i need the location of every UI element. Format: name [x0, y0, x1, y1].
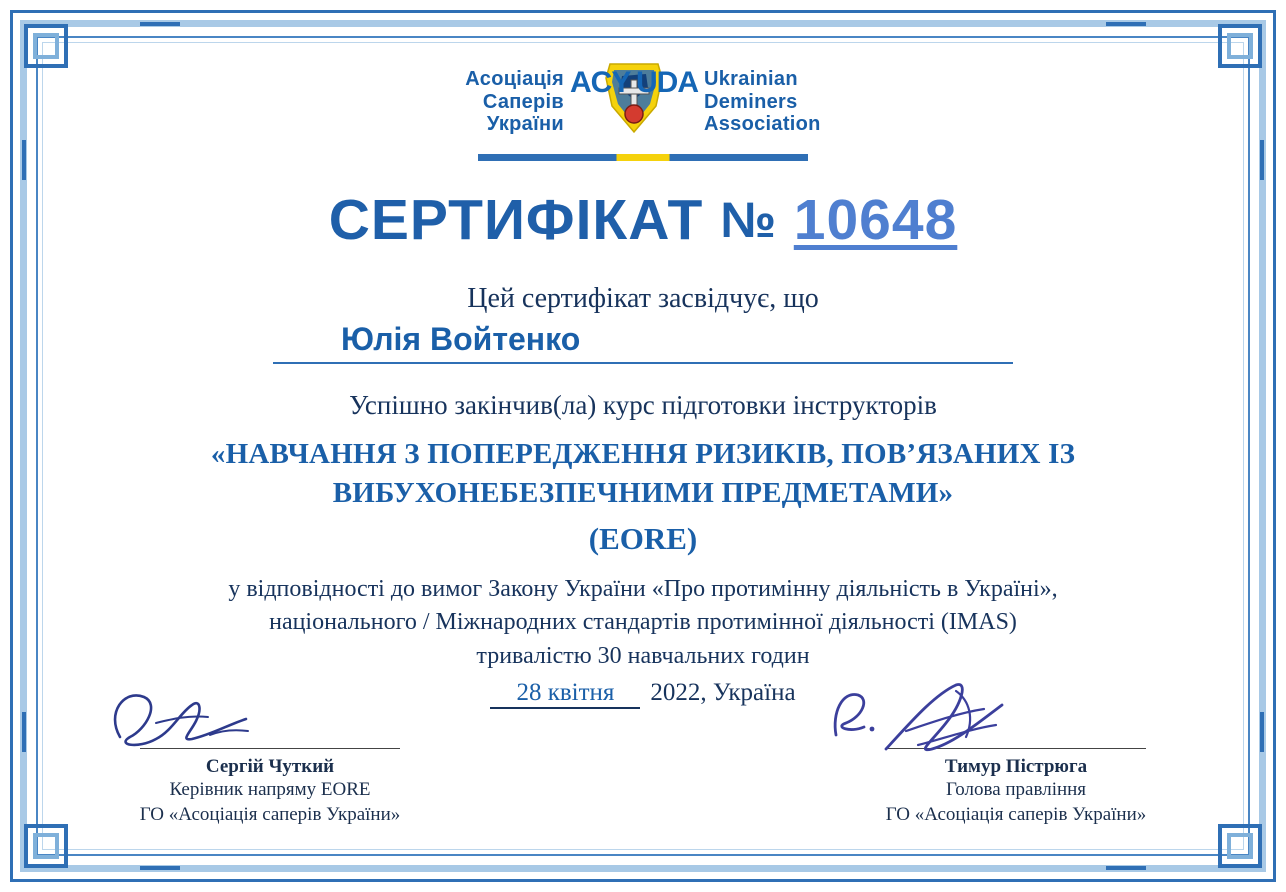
edge-ornament-right-bottom [1260, 712, 1264, 752]
recipient-name-field [273, 321, 1013, 364]
certificate-content [60, 52, 1226, 707]
logo-text-en-line-2: Deminers [704, 90, 798, 113]
course-intro-line: Успішно закінчив(ла) курс підготовки інструкторів [349, 390, 937, 420]
logo-underline-bar [478, 154, 808, 161]
logo-text-en-line-3: Association [704, 113, 821, 136]
law-reference-line-1: у відповідності до вимог Закону України «Про протимінну діяльність в Україні», [228, 576, 1058, 603]
logo-text-line-3: України [486, 113, 565, 136]
course-title-line-1: «НАВЧАННЯ З ПОПЕРЕДЖЕННЯ РИЗИКІВ, ПОВ’ЯЗАНИХ ІЗ [210, 438, 1076, 470]
signatory-org-right: ГО «Асоціація саперів України» [885, 803, 1147, 825]
signature-line-left [140, 690, 400, 749]
course-title-line-2: ВИБУХОНЕБЕЗПЕЧНИМИ ПРЕДМЕТАМИ» [332, 477, 954, 510]
attestation-line: Цей сертифікат засвідчує, що [467, 283, 819, 314]
emblem-acronym-right: UDA [636, 66, 699, 99]
course-title [60, 435, 1226, 513]
course-duration-line: тривалістю 30 навчальних годин [476, 642, 810, 669]
edge-ornament-right-top [1260, 140, 1264, 180]
signature-block-right [806, 690, 1226, 827]
signature-block-left [60, 690, 480, 827]
issue-date-day-month: 28 квітня [490, 679, 640, 709]
signatory-role-left-line-1: Керівник напряму EORE [169, 779, 371, 800]
title-word: СЕРТИФІКАТ [328, 188, 704, 252]
signatory-name-left: Сергій Чуткий [205, 756, 335, 777]
signatory-role-right-line-1: Голова правління [945, 779, 1087, 800]
logo-text-line-2: Саперів [482, 90, 565, 113]
signature-line-right [886, 690, 1146, 749]
signatory-org-left: ГО «Асоціація саперів України» [139, 803, 401, 825]
signature-area [60, 690, 1226, 827]
edge-ornament-left-top [22, 140, 26, 180]
edge-ornament-bottom-left [140, 866, 180, 870]
issue-date-year-country: 2022, Україна [650, 678, 796, 706]
emblem-icon [570, 58, 698, 146]
signatory-name-right: Тимур Пістрюга [944, 756, 1088, 777]
edge-ornament-top-right [1106, 22, 1146, 26]
logo-text-english [704, 68, 821, 135]
law-reference [60, 573, 1226, 672]
emblem-acronym-left: ACY [570, 66, 631, 99]
logo-text-line-1: Асоціація [465, 68, 565, 91]
certificate-number: 10648 [793, 188, 958, 252]
edge-ornament-top-left [140, 22, 180, 26]
page-title [60, 187, 1226, 253]
logo-text-ukrainian [465, 68, 564, 135]
number-sign: № [720, 192, 777, 248]
edge-ornament-bottom-right [1106, 866, 1146, 870]
recipient-name: Юлія Войтенко [341, 321, 581, 357]
organization-logo [60, 52, 1226, 161]
edge-ornament-left-bottom [22, 712, 26, 752]
law-reference-line-2: національного / Міжнародних стандартів протимінної діяльності (IMAS) [269, 609, 1017, 636]
course-abbreviation: (EORE) [588, 521, 698, 557]
logo-text-en-line-1: Ukrainian [704, 68, 798, 91]
